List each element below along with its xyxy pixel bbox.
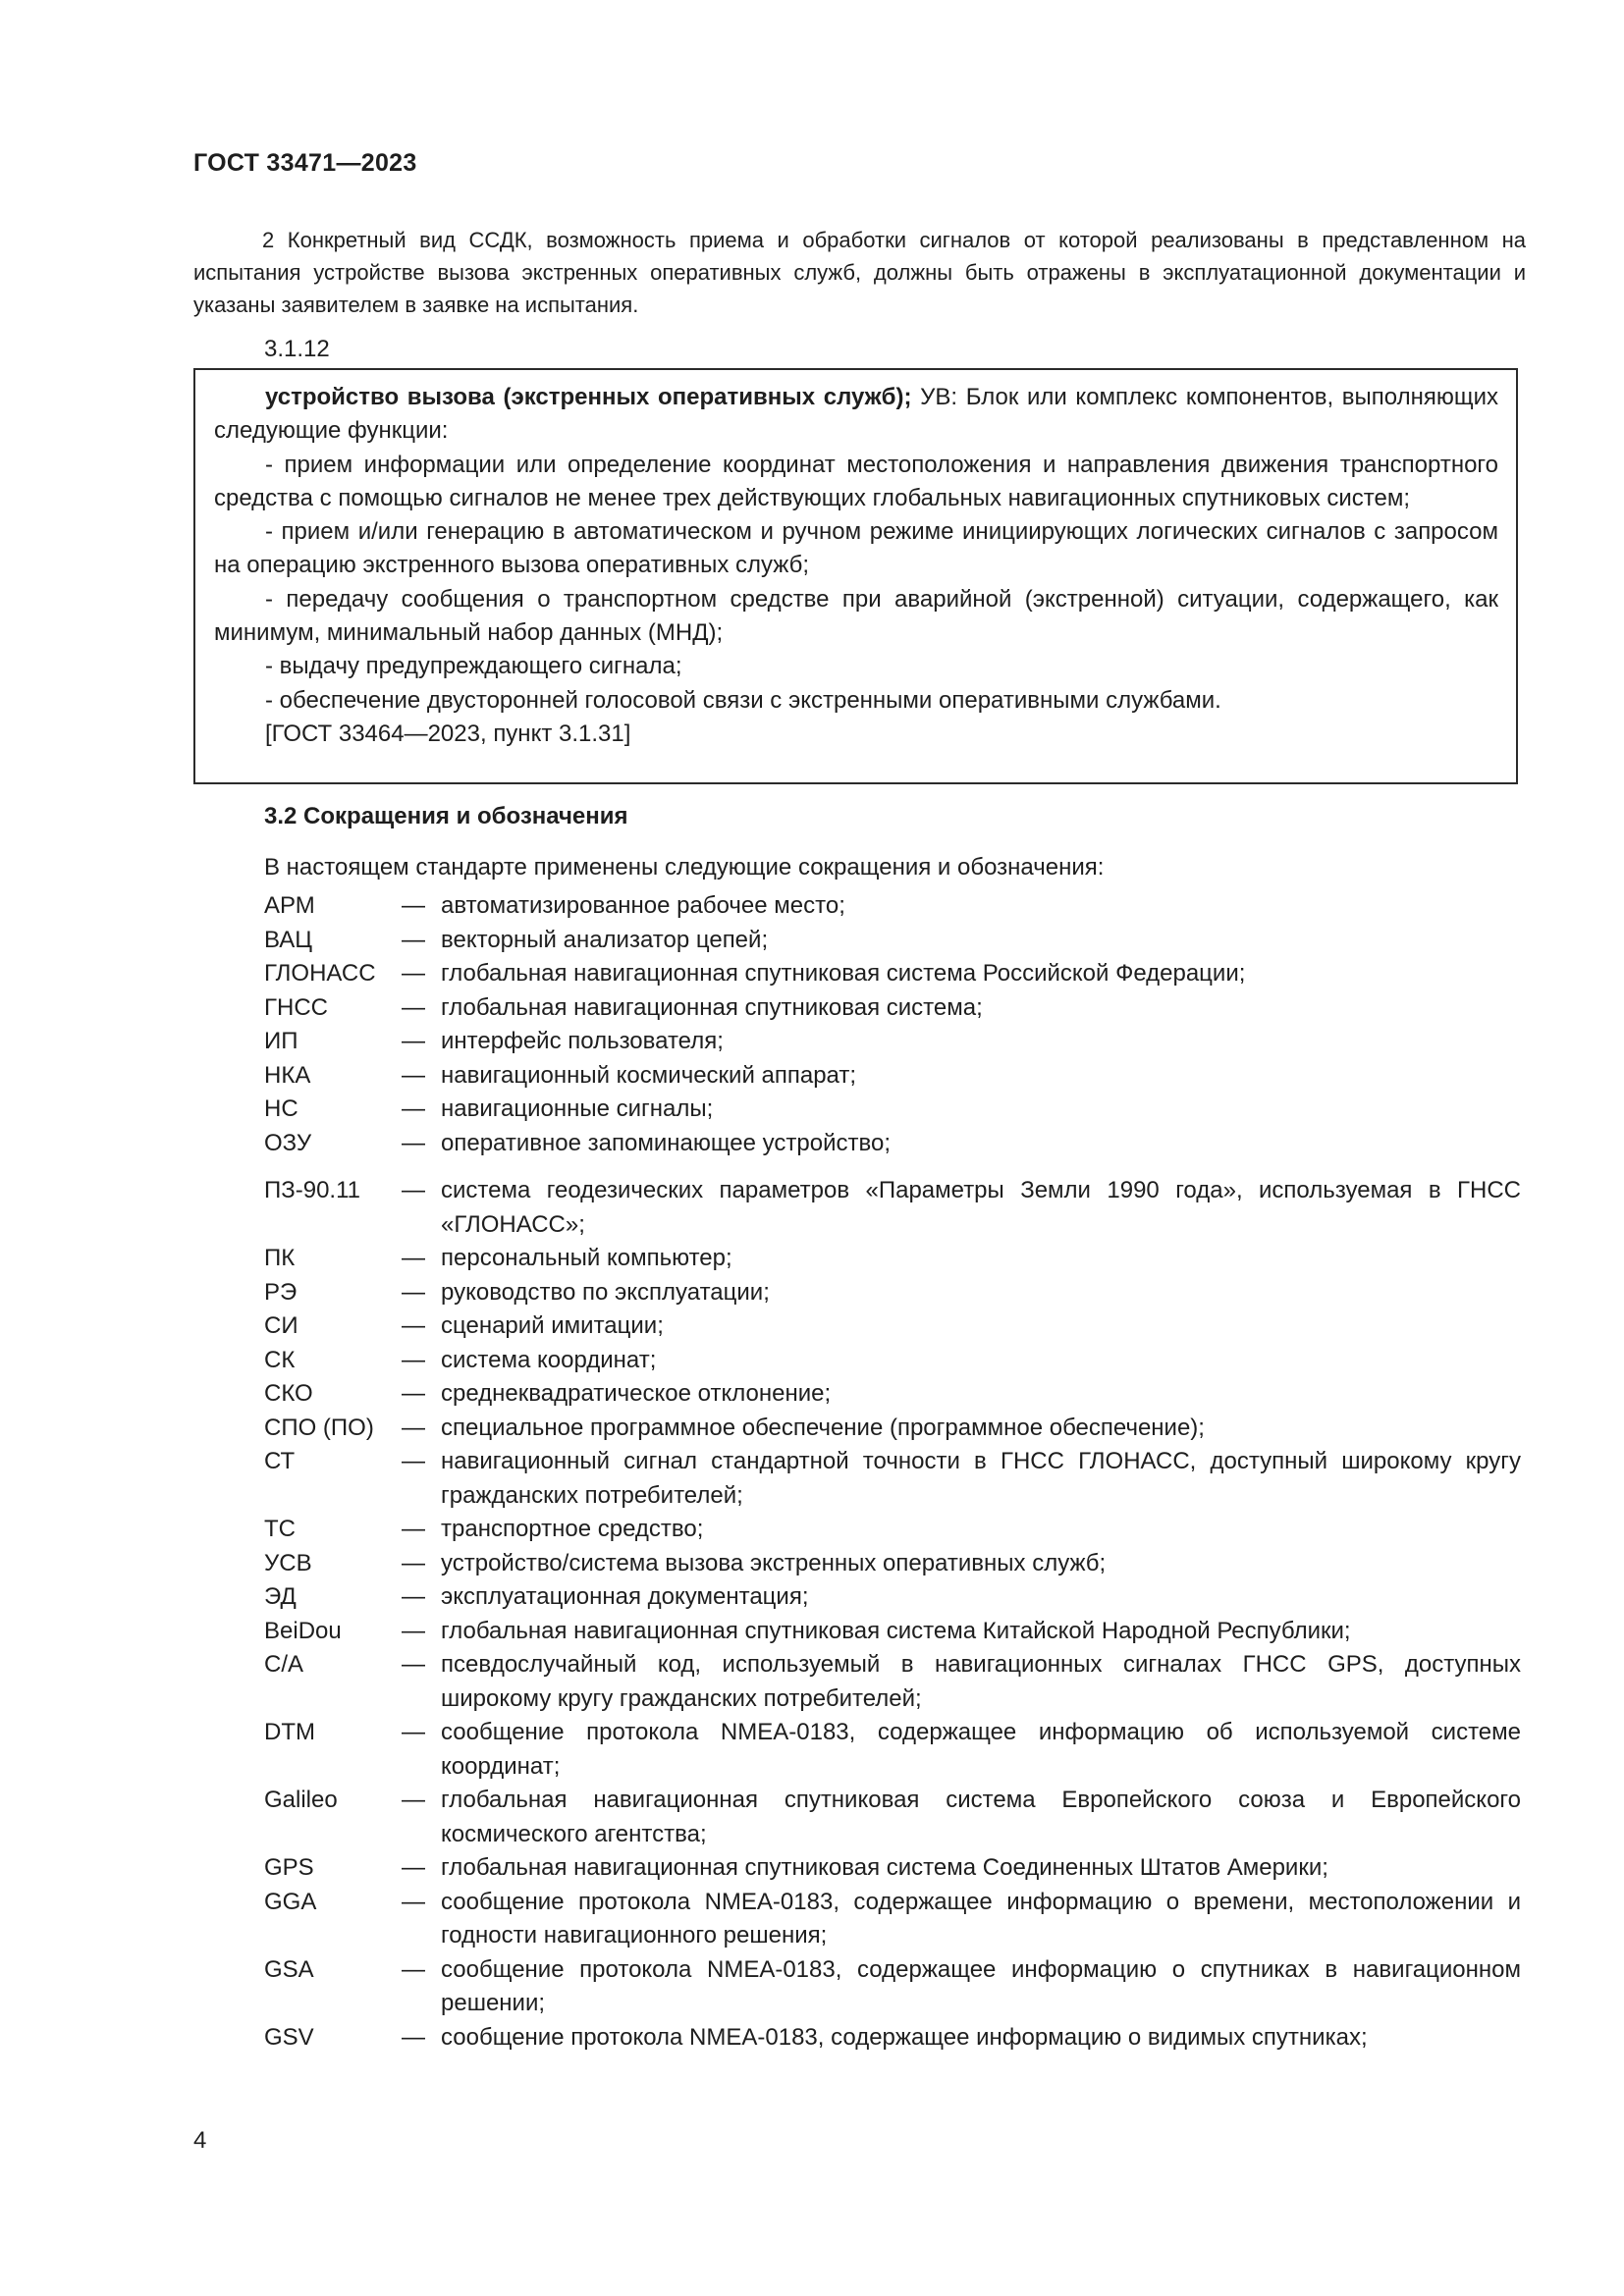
- abbreviation-definition: сообщение протокола NMEA-0183, содержащее информацию о времени, местоположении и годности навигационного решения;: [441, 1888, 1521, 1949]
- note-text: 2 Конкретный вид ССДК, возможность приема и обработки сигналов от которой реализованы в представленном на испытания устройстве вызова экстренных оперативных служб, должны быть отражены в эксплуатационной документации и указаны заявителем в заявке на испытания.: [193, 228, 1526, 317]
- abbreviation-term: АРМ: [264, 892, 315, 919]
- term-item: - обеспечение двусторонней голосовой связи с экстренными оперативными службами.: [265, 686, 1221, 714]
- abbreviation-term: ЭД: [264, 1583, 297, 1610]
- abbreviation-row: [264, 924, 1521, 958]
- term-source: [ГОСТ 33464—2023, пункт 3.1.31]: [265, 720, 631, 747]
- abbreviation-term: СТ: [264, 1448, 296, 1474]
- abbreviation-dash: —: [402, 1028, 425, 1054]
- note-paragraph: [193, 224, 1526, 321]
- term-name: устройство вызова (экстренных оперативных служб);: [265, 384, 912, 410]
- abbreviation-row: [264, 1513, 1521, 1547]
- abbreviation-definition: навигационный сигнал стандартной точности в ГНСС ГЛОНАСС, доступный широкому кругу гражданских потребителей;: [441, 1448, 1521, 1509]
- term-item: - прием и/или генерацию в автоматическом и ручном режиме инициирующих логических сигналов с запросом на операцию экстренного вызова оперативных служб;: [214, 518, 1498, 579]
- abbreviation-definition: векторный анализатор цепей;: [441, 926, 769, 953]
- abbreviation-definition: система координат;: [441, 1346, 657, 1373]
- term-item: - передачу сообщения о транспортном средстве при аварийной (экстренной) ситуации, содержащего, как минимум, минимальный набор данных (МНД);: [214, 585, 1498, 647]
- abbreviation-dash: —: [402, 1278, 425, 1306]
- section-title: 3.2 Сокращения и обозначения: [264, 803, 628, 829]
- abbreviation-definition: специальное программное обеспечение (программное обеспечение);: [441, 1414, 1205, 1441]
- abbreviation-row: [264, 1093, 1521, 1127]
- abbreviation-term: НКА: [264, 1061, 311, 1089]
- abbreviations-list-1: [264, 889, 1521, 1160]
- abbreviation-definition: псевдослучайный код, используемый в навигационных сигналах ГНСС GPS, доступных широкому кругу гражданских потребителей;: [441, 1651, 1521, 1712]
- abbreviation-dash: —: [402, 1854, 425, 1881]
- term-item: - выдачу предупреждающего сигнала;: [265, 653, 682, 680]
- abbreviation-row: [264, 1174, 1521, 1242]
- abbreviation-dash: —: [402, 1549, 425, 1576]
- abbreviation-row: [264, 1953, 1521, 2021]
- abbreviation-definition: глобальная навигационная спутниковая система Китайской Народной Республики;: [441, 1617, 1351, 1644]
- abbreviation-dash: —: [402, 1516, 425, 1542]
- term-number: 3.1.12: [264, 336, 330, 362]
- abbreviation-dash: —: [402, 1583, 425, 1610]
- abbreviation-term: ГЛОНАСС: [264, 960, 376, 987]
- abbreviation-row: [264, 1547, 1521, 1581]
- abbreviation-dash: —: [402, 1719, 425, 1745]
- abbreviation-dash: —: [402, 993, 425, 1021]
- abbreviation-dash: —: [402, 1312, 425, 1339]
- abbreviation-definition: система геодезических параметров «Параметры Земли 1990 года», используемая в ГНСС «ГЛОНАСС»;: [441, 1177, 1521, 1238]
- abbreviation-dash: —: [402, 1346, 425, 1373]
- abbreviation-definition: транспортное средство;: [441, 1516, 704, 1542]
- abbreviation-term: СКО: [264, 1380, 313, 1407]
- abbreviation-definition: интерфейс пользователя;: [441, 1028, 724, 1054]
- abbreviation-row: [264, 1716, 1521, 1784]
- abbreviation-term: СК: [264, 1346, 296, 1373]
- abbreviation-definition: сообщение протокола NMEA-0183, содержащее информацию о видимых спутниках;: [441, 2023, 1368, 2051]
- abbreviation-definition: сценарий имитации;: [441, 1312, 664, 1339]
- abbreviation-definition: руководство по эксплуатации;: [441, 1278, 770, 1306]
- abbreviation-definition: устройство/система вызова экстренных оперативных служб;: [441, 1549, 1107, 1576]
- abbreviation-definition: сообщение протокола NMEA-0183, содержащее информацию о спутниках в навигационном решении;: [441, 1955, 1521, 2016]
- abbreviation-term: C/A: [264, 1651, 304, 1678]
- abbreviation-term: ОЗУ: [264, 1129, 312, 1156]
- abbreviation-dash: —: [402, 1095, 425, 1122]
- abbreviation-row: [264, 991, 1521, 1026]
- abbreviation-term: РЭ: [264, 1278, 298, 1306]
- abbreviation-term: ПК: [264, 1245, 296, 1271]
- abbreviation-dash: —: [402, 1888, 425, 1915]
- abbreviation-row: [264, 889, 1521, 924]
- abbreviation-term: DTM: [264, 1719, 315, 1745]
- abbreviation-row: [264, 1025, 1521, 1059]
- abbreviation-row: [264, 1851, 1521, 1886]
- abbreviation-dash: —: [402, 926, 425, 953]
- abbreviation-definition: навигационный космический аппарат;: [441, 1061, 857, 1089]
- abbreviation-row: [264, 1615, 1521, 1649]
- abbreviation-term: GSA: [264, 1955, 314, 1983]
- abbreviation-definition: глобальная навигационная спутниковая система Европейского союза и Европейского космического агентства;: [441, 1787, 1521, 1847]
- abbreviation-definition: сообщение протокола NMEA-0183, содержащее информацию об используемой системе координат;: [441, 1719, 1521, 1780]
- abbreviation-dash: —: [402, 1651, 425, 1678]
- abbreviation-term: GSV: [264, 2023, 314, 2051]
- term-definition: УВ: Блок или комплекс компонентов, выполняющих следующие функции:: [214, 384, 1498, 445]
- abbreviation-term: GPS: [264, 1854, 314, 1881]
- abbreviation-dash: —: [402, 1617, 425, 1644]
- abbreviation-row: [264, 1309, 1521, 1344]
- abbreviation-row: [264, 1127, 1521, 1161]
- abbreviation-definition: среднеквадратическое отклонение;: [441, 1380, 832, 1407]
- abbreviation-definition: персональный компьютер;: [441, 1245, 732, 1271]
- abbreviation-dash: —: [402, 1245, 425, 1271]
- abbreviation-dash: —: [402, 1380, 425, 1407]
- abbreviation-term: ПЗ-90.11: [264, 1177, 361, 1203]
- abbreviation-dash: —: [402, 1414, 425, 1441]
- abbreviation-definition: автоматизированное рабочее место;: [441, 892, 845, 919]
- abbreviation-term: ВАЦ: [264, 926, 312, 953]
- section-intro: В настоящем стандарте применены следующие сокращения и обозначения:: [264, 854, 1105, 881]
- abbreviation-dash: —: [402, 1129, 425, 1156]
- abbreviation-term: Galileo: [264, 1787, 338, 1813]
- abbreviation-term: ИП: [264, 1028, 298, 1054]
- abbreviation-dash: —: [402, 1177, 425, 1203]
- abbreviation-term: GGA: [264, 1888, 317, 1915]
- abbreviation-row: [264, 1344, 1521, 1378]
- abbreviation-term: СПО (ПО): [264, 1414, 374, 1441]
- term-item: - прием информации или определение координат местоположения и направления движения транспортного средства с помощью сигналов не менее трех действующих глобальных навигационных спутниковых систем;: [214, 451, 1498, 511]
- abbreviation-definition: эксплуатационная документация;: [441, 1583, 809, 1610]
- abbreviation-row: [264, 1059, 1521, 1094]
- abbreviation-definition: навигационные сигналы;: [441, 1095, 714, 1122]
- abbreviation-dash: —: [402, 1955, 425, 1983]
- abbreviation-row: [264, 1580, 1521, 1615]
- abbreviation-term: BeiDou: [264, 1617, 342, 1644]
- abbreviation-dash: —: [402, 1061, 425, 1089]
- abbreviation-row: [264, 1445, 1521, 1513]
- term-lead: [214, 381, 1498, 449]
- term-definition-box: [193, 368, 1518, 784]
- abbreviation-definition: оперативное запоминающее устройство;: [441, 1129, 891, 1156]
- abbreviation-dash: —: [402, 1787, 425, 1813]
- abbreviation-dash: —: [402, 2023, 425, 2051]
- abbreviation-dash: —: [402, 1448, 425, 1474]
- abbreviation-definition: глобальная навигационная спутниковая система Российской Федерации;: [441, 960, 1246, 987]
- abbreviation-row: [264, 1242, 1521, 1276]
- abbreviation-row: [264, 1886, 1521, 1953]
- abbreviation-row: [264, 1784, 1521, 1851]
- document-header: ГОСТ 33471—2023: [193, 149, 417, 177]
- page-number: 4: [193, 2127, 207, 2154]
- abbreviation-definition: глобальная навигационная спутниковая система Соединенных Штатов Америки;: [441, 1854, 1328, 1881]
- abbreviation-dash: —: [402, 960, 425, 987]
- abbreviation-term: НС: [264, 1095, 298, 1122]
- abbreviation-row: [264, 1276, 1521, 1310]
- abbreviation-row: [264, 1377, 1521, 1412]
- abbreviation-definition: глобальная навигационная спутниковая система;: [441, 993, 983, 1021]
- abbreviation-term: УСВ: [264, 1549, 312, 1576]
- abbreviation-row: [264, 1412, 1521, 1446]
- abbreviation-row: [264, 2021, 1521, 2056]
- abbreviation-row: [264, 957, 1521, 991]
- abbreviation-term: ТС: [264, 1516, 296, 1542]
- abbreviations-list-2: [264, 1174, 1521, 2055]
- abbreviation-term: СИ: [264, 1312, 298, 1339]
- abbreviation-dash: —: [402, 892, 425, 919]
- abbreviation-row: [264, 1648, 1521, 1716]
- abbreviation-term: ГНСС: [264, 993, 328, 1021]
